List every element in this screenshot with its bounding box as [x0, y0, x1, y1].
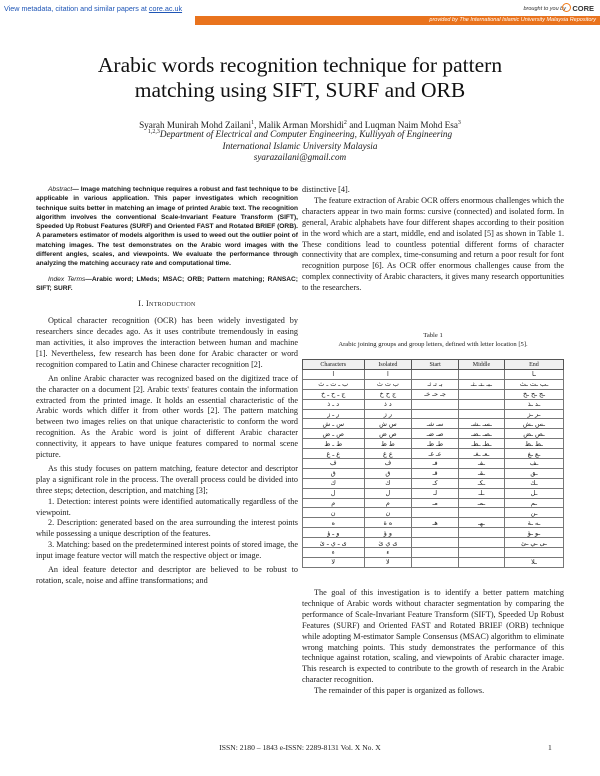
- table-cell: [412, 538, 459, 548]
- table-cell: قـ: [412, 468, 459, 478]
- table-row: [303, 399, 564, 409]
- table-cell: صـ ضـ: [412, 429, 459, 439]
- table-cell: [458, 399, 504, 409]
- title-line-1: Arabic words recognition technique for pattern: [97, 53, 503, 77]
- affiliation: [40, 127, 560, 164]
- core-link[interactable]: core.ac.uk: [148, 4, 183, 13]
- table-cell: ر ز: [364, 409, 412, 419]
- table-cell: ـل: [504, 488, 563, 498]
- table-row: [303, 409, 564, 419]
- table-row: [303, 528, 564, 538]
- table-cell: ـج ـح ـخ: [504, 389, 563, 399]
- table-cell: ا: [303, 370, 365, 380]
- index-terms-text: —Arabic word; LMeds; MSAC; ORB; Pattern matching; RANSAC; SIFT; SURF.: [36, 275, 298, 292]
- table-cell: فـ: [412, 459, 459, 469]
- list-item-detection: 1. Detection: interest points were identified automatically regardless of the viewpoint.: [36, 496, 298, 517]
- core-logo-icon: [562, 3, 571, 12]
- table-cell: م: [364, 498, 412, 508]
- table-cell: ـق: [504, 468, 563, 478]
- metadata-text: View metadata, citation and similar papers at: [4, 4, 149, 13]
- table-cell: ـصـ ـضـ: [458, 429, 504, 439]
- abstract-text: — Image matching technique requires a robust and fast technique to be applicable in various application. This paper investigates which recognition technique suits better in matching an image of printed Arabic text. The recognition algorithm involves the conventional Scale-Invariant Feature Transform (SIFT), Speeded Up Robust Features (SURF) and Oriented FAST and Rotated BRIEF (ORB). A parameters estimator of models algorithm is used to weed out the outlier point of matching images. The test demonstrates on the Arabic word images with the different angles, scales, and viewpoints. We evaluate the performance through analyzing the matching accuracy rate and computational time.: [36, 186, 298, 268]
- table-cell: سـ شـ: [412, 419, 459, 429]
- table-cell: ل: [364, 488, 412, 498]
- table-cell: س ـ ش: [303, 419, 365, 429]
- affil-line-1: Department of Electrical and Computer Engineering, Kulliyyah of Engineering: [159, 129, 453, 140]
- table-row: [303, 439, 564, 449]
- table-cell: ـطـ ـظـ: [458, 439, 504, 449]
- list-item-description: 2. Description: generated based on the area surrounding the interest points while possessing a unique description of the features.: [36, 518, 298, 539]
- author-2: , Malik Arman Morshidi: [254, 120, 344, 131]
- table-cell: [412, 409, 459, 419]
- table-row: [303, 548, 564, 558]
- core-logo[interactable]: [562, 3, 594, 13]
- section-heading-introduction: [36, 299, 298, 310]
- table-cell: ب ـ ت ـ ث: [303, 379, 365, 389]
- table-cell: لا: [303, 557, 365, 567]
- table-header-row: [303, 360, 564, 370]
- table-cell: [412, 370, 459, 380]
- table-cell: ق: [303, 468, 365, 478]
- table-cell: [412, 508, 459, 518]
- table-cell: ص ـ ض: [303, 429, 365, 439]
- table-cell: ـمـ: [458, 498, 504, 508]
- author-email[interactable]: syarazailani@gmail.com: [253, 152, 347, 163]
- table-cell: ن: [303, 508, 365, 518]
- table-caption-text: Arabic joining groups and group letters, defined with letter location [5].: [338, 340, 528, 348]
- table-caption: [302, 332, 564, 349]
- table-cell: هـ: [412, 518, 459, 528]
- table-cell: لا: [364, 557, 412, 567]
- table-cell: جـ حـ خـ: [412, 389, 459, 399]
- table-cell: [412, 399, 459, 409]
- table-cell: كـ: [412, 478, 459, 488]
- table-cell: ء: [303, 548, 365, 558]
- affil-sup: 1,2,3: [147, 129, 160, 135]
- table-row: [303, 518, 564, 528]
- table-row: [303, 389, 564, 399]
- table-cell: ـبـ ـتـ ـثـ: [458, 379, 504, 389]
- table-cell: ج ـ ح ـ خ: [303, 389, 365, 399]
- table-cell: ـك: [504, 478, 563, 488]
- table-row: [303, 370, 564, 380]
- table-cell: و ـ ؤ: [303, 528, 365, 538]
- intro-paragraph-2: An online Arabic character was recognized based on the digitized trace of the character on a document [2]. Arabic texts' features contain the information extracted from the printed image. It holds an essential characteristic of the Arabic words which differ it from other words [2]. The pattern matching between two images relies on that unique characteristic to conform the word recognition. As the Arabic word is joint of different Arabic character connectivity, it appears to have unique features compared to normal scene picture.: [36, 373, 298, 460]
- table-cell: ـو ـؤ: [504, 528, 563, 538]
- table-header-cell: Isolated: [364, 360, 412, 370]
- table-cell: د ذ: [364, 399, 412, 409]
- table-cell: ط ظ: [364, 439, 412, 449]
- table-row: [303, 429, 564, 439]
- table-cell: م: [303, 498, 365, 508]
- author-2-sup: 2: [343, 120, 347, 126]
- table-row: [303, 449, 564, 459]
- index-terms-label: Index Terms: [48, 275, 86, 283]
- metadata-banner: [4, 4, 182, 13]
- intro-paragraph-1: Optical character recognition (OCR) has been widely investigated by researchers since decades ago. As it uses contribute tremendously in easing man activities, it also improves the interaction between human and machine [1]. Nevertheless, few research has been done for Arabic character or word recognition compared to Latin and Chinese character recognition [2].: [36, 316, 298, 369]
- right-paragraph-0: distinctive [4].: [302, 185, 350, 194]
- table-cell: ب ت ث: [364, 379, 412, 389]
- list-item-matching: 3. Matching: based on the predetermined interest points of stored image, the input image feature vector will match the respective object or image.: [36, 540, 298, 561]
- table-row: [303, 379, 564, 389]
- table-cell: ـع ـغ: [504, 449, 563, 459]
- right-column-bottom: [302, 588, 564, 697]
- right-column-top: [302, 185, 564, 294]
- core-label: CORE: [572, 4, 594, 13]
- table-cell: [412, 528, 459, 538]
- table-cell: ص ض: [364, 429, 412, 439]
- table-cell: د ـ ذ: [303, 399, 365, 409]
- paper-title: [40, 53, 560, 103]
- table-cell: [458, 389, 504, 399]
- table-cell: لـ: [412, 488, 459, 498]
- footer-issn: ISSN: 2180 – 1843 e-ISSN: 2289-8131 Vol. X No. X: [219, 743, 381, 752]
- table-cell: [458, 370, 504, 380]
- index-terms: [36, 275, 298, 294]
- provided-by-text: provided by The International Islamic University Malaysia Repository: [429, 17, 596, 23]
- table-cell: ف: [303, 459, 365, 469]
- table-cell: ا: [364, 370, 412, 380]
- table-cell: [458, 548, 504, 558]
- section-title: Introduction: [146, 299, 196, 309]
- table-cell: ـس ـش: [504, 419, 563, 429]
- table-cell: عـ غـ: [412, 449, 459, 459]
- right-paragraph-3: The remainder of this paper is organized as follows.: [314, 686, 485, 696]
- right-paragraph-2: The goal of this investigation is to identify a better pattern matching technique of Arabic words without character segmentation by comparing the performance of Scale-Invariant Feature Transform (SIFT), Speeded Up Robust Features (SURF) and Oriented FAST and Rotated BRIEF (ORB) technique while adopting M-estimator Sample Consensus (MSAC) algorithm to eliminate wrong matching points. This study demonstrates the performance of this technique against rotation, scaling, and viewpoints of Arabic character image. This research is expected to contribute to the growth of research in the Arabic character recognition.: [302, 588, 564, 685]
- arabic-letters-table: [302, 359, 564, 568]
- author-3-sup: 3: [457, 120, 461, 126]
- table-cell: ـى ـي ـئ: [504, 538, 563, 548]
- table-cell: [458, 557, 504, 567]
- table-cell: ـد ـذ: [504, 399, 563, 409]
- table-cell: بـ تـ ثـ: [412, 379, 459, 389]
- abstract-label: Abstract: [48, 186, 73, 193]
- table-row: [303, 459, 564, 469]
- table-cell: ى ـ ي ـ ئ: [303, 538, 365, 548]
- table-cell: ع غ: [364, 449, 412, 459]
- table-cell: ه ة: [364, 518, 412, 528]
- table-cell: [458, 528, 504, 538]
- table-cell: ى ي ئ: [364, 538, 412, 548]
- table-cell: [504, 548, 563, 558]
- table-cell: و ؤ: [364, 528, 412, 538]
- table-cell: [458, 538, 504, 548]
- table-cell: ه: [303, 518, 365, 528]
- table-row: [303, 498, 564, 508]
- table-row: [303, 468, 564, 478]
- table-cell: [412, 548, 459, 558]
- table-cell: ـلـ: [458, 488, 504, 498]
- table-header-cell: Start: [412, 360, 459, 370]
- table-cell: ـف: [504, 459, 563, 469]
- table-row: [303, 538, 564, 548]
- table-cell: ـم: [504, 498, 563, 508]
- table-cell: ج ح خ: [364, 389, 412, 399]
- table-row: [303, 419, 564, 429]
- table-cell: ء: [364, 548, 412, 558]
- table-cell: طـ ظـ: [412, 439, 459, 449]
- table-cell: ـكـ: [458, 478, 504, 488]
- table-cell: ف: [364, 459, 412, 469]
- table-cell: ـط ـظ: [504, 439, 563, 449]
- table-cell: ن: [364, 508, 412, 518]
- intro-paragraph-4: An ideal feature detector and descriptor are believed to be robust to rotation, scale, noise and affine transformations; and: [36, 565, 298, 586]
- table-cell: [458, 409, 504, 419]
- section-number: I.: [138, 299, 144, 309]
- table-header-cell: Characters: [303, 360, 365, 370]
- intro-paragraph-3: As this study focuses on pattern matching, feature detector and descriptor play a significant role in the process. The overall process could be divided into three steps; detection, description, and matching [3];: [36, 463, 298, 495]
- table-cell: ر ـ ز: [303, 409, 365, 419]
- table-cell: ـب ـت ـث: [504, 379, 563, 389]
- table-cell: ك: [303, 478, 365, 488]
- affil-line-2: International Islamic University Malaysia: [222, 140, 378, 151]
- table-cell: ـهـ: [458, 518, 504, 528]
- table-header-cell: End: [504, 360, 563, 370]
- table-cell: [412, 557, 459, 567]
- table-cell: ك: [364, 478, 412, 488]
- left-column: [36, 185, 298, 587]
- table-cell: ـن: [504, 508, 563, 518]
- author-1-sup: 1: [251, 120, 255, 126]
- table-row: [303, 478, 564, 488]
- provided-by-bar[interactable]: [195, 16, 600, 25]
- table-cell: ـلا: [504, 557, 563, 567]
- table-cell: ق: [364, 468, 412, 478]
- table-header-cell: Middle: [458, 360, 504, 370]
- table-cell: ـا: [504, 370, 563, 380]
- title-line-2: matching using SIFT, SURF and ORB: [134, 78, 466, 102]
- table-cell: ـسـ ـشـ: [458, 419, 504, 429]
- page-number: 1: [548, 743, 552, 752]
- right-paragraph-1: The feature extraction of Arabic OCR offers enormous challenges which the characters appear in two main forms: cursive (connected) and isolated form. In general, Arabic alphabets have four different shapes according to their position in the word which are a start, middle, end and isolated [5] as shown in Table 1. These conditions lead to countless potential different forms of character connectivity that are complex, time-consuming and return a poor result for font recognition purpose [6]. As OCR offer enormous challenges cause from the complex connectivity of Arabic characters, it gives many research opportunities to the researchers.: [302, 195, 564, 293]
- table-cell: ع ـ غ: [303, 449, 365, 459]
- table-body: [303, 370, 564, 568]
- table-cell: مـ: [412, 498, 459, 508]
- table-row: [303, 557, 564, 567]
- abstract: [36, 185, 298, 269]
- author-1: Syarah Munirah Mohd Zailani: [139, 120, 252, 131]
- table-cell: ـعـ ـغـ: [458, 449, 504, 459]
- table-cell: ـر ـز: [504, 409, 563, 419]
- table-cell: ـه ـة: [504, 518, 563, 528]
- table-cell: [458, 508, 504, 518]
- table-cell: س ش: [364, 419, 412, 429]
- table-row: [303, 508, 564, 518]
- table-cell: ل: [303, 488, 365, 498]
- table-row: [303, 488, 564, 498]
- brought-by-text: brought to you by: [523, 6, 566, 12]
- table-cell: ط ـ ظ: [303, 439, 365, 449]
- author-3: and Luqman Naim Mohd Esa: [346, 120, 458, 131]
- table-cell: ـص ـض: [504, 429, 563, 439]
- table-cell: ـقـ: [458, 468, 504, 478]
- table-label: Table 1: [423, 332, 443, 339]
- table-cell: ـفـ: [458, 459, 504, 469]
